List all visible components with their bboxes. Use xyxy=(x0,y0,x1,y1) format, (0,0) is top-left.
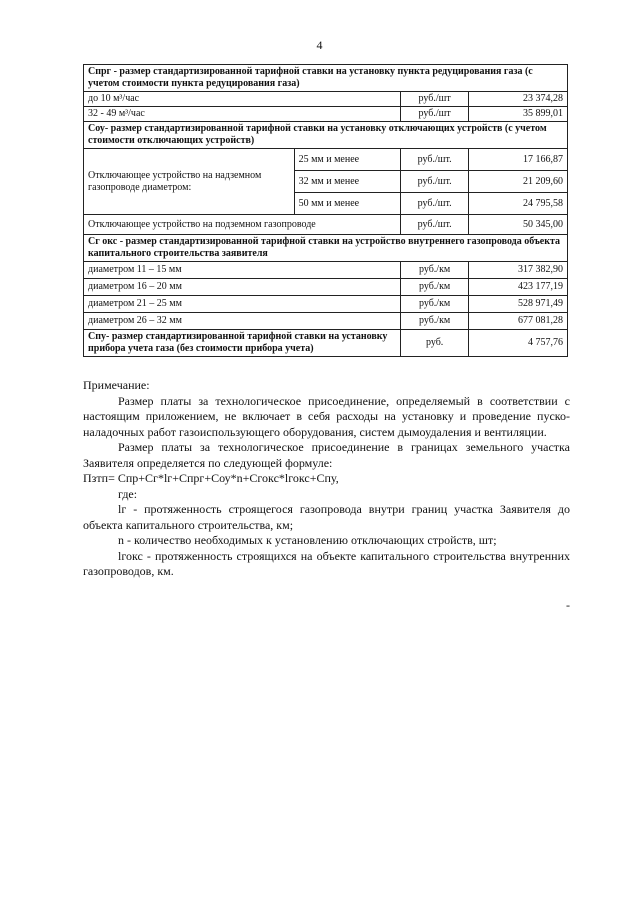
spr-row-value: 35 899,01 xyxy=(469,107,568,122)
sgoks-row-label: диаметром 26 – 32 мм xyxy=(84,313,401,330)
sgoks-row-label: диаметром 11 – 15 мм xyxy=(84,262,401,279)
table-row xyxy=(84,149,568,171)
table-row xyxy=(84,262,568,279)
spr-row-unit: руб./шт xyxy=(401,92,469,107)
stray-mark: - xyxy=(566,598,570,612)
definition-lgoks: lгокс - протяженность строящихся на объекте капитального строительства внутренних газопроводов, км. xyxy=(83,548,570,578)
notes-title: Примечание: xyxy=(83,378,150,392)
sou-under-value: 50 345,00 xyxy=(469,215,568,235)
formula-where: где: xyxy=(118,486,138,501)
sou-under-label: Отключающее устройство на подземном газопроводе xyxy=(84,215,401,235)
sou-above-label: Отключающее устройство на надземном газопроводе диаметром: xyxy=(84,149,295,215)
spu-value: 4 757,76 xyxy=(469,330,568,357)
sgoks-header: Сг окс - размер стандартизированной тарифной ставки на устройство внутреннего газопровода объекта капитального строительства заявителя xyxy=(84,235,568,262)
table-row xyxy=(84,107,568,122)
notes-section xyxy=(83,378,570,580)
sou-header: Соу- размер стандартизированной тарифной ставки на установку отключающих устройств (с учетом стоимости отключающих устройств) xyxy=(84,122,568,149)
sou-diam: 50 мм и менее xyxy=(294,193,401,215)
spr-row-label: 32 - 49 м³/час xyxy=(84,107,401,122)
sou-diam: 32 мм и менее xyxy=(294,171,401,193)
table-row xyxy=(84,296,568,313)
sou-unit: руб./шт. xyxy=(401,171,469,193)
notes-paragraph-2: Размер платы за технологическое присоединение в границах земельного участка Заявителя определяется по следующей формуле: xyxy=(83,440,570,470)
spu-header: Спу- размер стандартизированной тарифной ставки на установку прибора учета газа (без стоимости прибора учета) xyxy=(84,330,401,357)
definition-n: n - количество необходимых к установлению отключающих стройств, шт; xyxy=(118,533,497,547)
sgoks-row-unit: руб./км xyxy=(401,313,469,330)
table-row xyxy=(84,92,568,107)
sgoks-row-value: 677 081,28 xyxy=(469,313,568,330)
table-row xyxy=(84,215,568,235)
spr-header: Спрг - размер стандартизированной тарифной ставки на установку пункта редуцирования газа (с учетом стоимости пункта редуцирования газа) xyxy=(84,65,568,92)
sou-value: 21 209,60 xyxy=(469,171,568,193)
sou-value: 17 166,87 xyxy=(469,149,568,171)
sou-under-unit: руб./шт. xyxy=(401,215,469,235)
page-number: 4 xyxy=(316,38,323,52)
sou-value: 24 795,58 xyxy=(469,193,568,215)
sgoks-row-unit: руб./км xyxy=(401,296,469,313)
fee-formula: Пзтп= Спр+Сг*lг+Спрг+Соу*n+Сгокс*lгокс+Спу, xyxy=(83,471,339,485)
spr-row-value: 23 374,28 xyxy=(469,92,568,107)
spr-header-row xyxy=(84,65,568,92)
sou-unit: руб./шт. xyxy=(401,193,469,215)
sgoks-row-value: 423 177,19 xyxy=(469,279,568,296)
spr-row-unit: руб./шт xyxy=(401,107,469,122)
sgoks-header-row xyxy=(84,235,568,262)
table-row xyxy=(84,313,568,330)
tariff-table xyxy=(83,64,568,357)
notes-paragraph-1: Размер платы за технологическое присоединение, определяемый в соответствии с настоящим приложением, не включает в себя расходы на установку и проведение пуско-наладочных работ газоиспользующего оборудования, систем дымоудаления и вентиляции. xyxy=(83,393,570,439)
table-row xyxy=(84,279,568,296)
spr-row-label: до 10 м³/час xyxy=(84,92,401,107)
spu-row xyxy=(84,330,568,357)
sou-diam: 25 мм и менее xyxy=(294,149,401,171)
sgoks-row-value: 528 971,49 xyxy=(469,296,568,313)
sgoks-row-unit: руб./км xyxy=(401,262,469,279)
sou-header-row xyxy=(84,122,568,149)
sgoks-row-label: диаметром 16 – 20 мм xyxy=(84,279,401,296)
definition-lg: lг - протяженность строящегося газопровода внутри границ участка Заявителя до объекта капитального строительства, км; xyxy=(83,502,570,532)
sgoks-row-unit: руб./км xyxy=(401,279,469,296)
spu-unit: руб. xyxy=(401,330,469,357)
sgoks-row-value: 317 382,90 xyxy=(469,262,568,279)
sou-unit: руб./шт. xyxy=(401,149,469,171)
sgoks-row-label: диаметром 21 – 25 мм xyxy=(84,296,401,313)
